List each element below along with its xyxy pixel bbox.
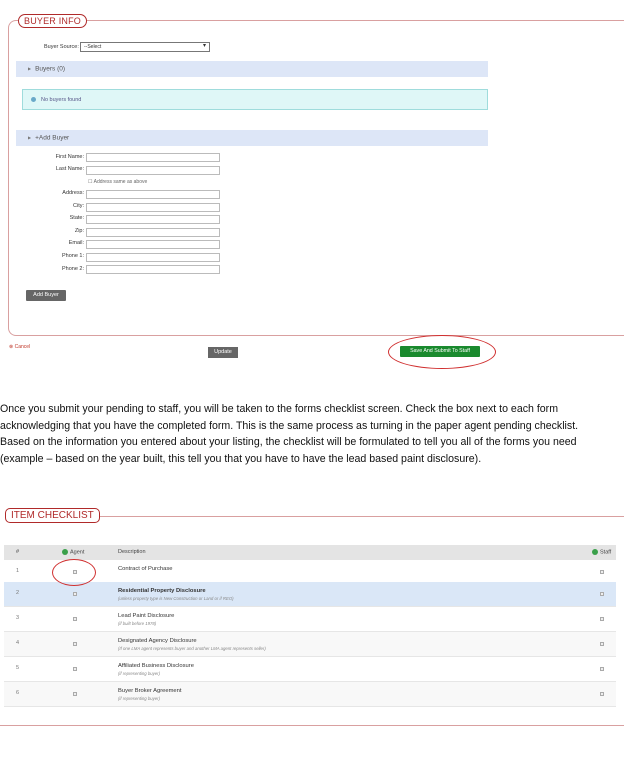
add-buyer-section-toggle[interactable] xyxy=(16,130,488,146)
instructions-paragraph: Once you submit your pending to staff, you will be taken to the forms checklist screen. Check the box next to each form acknowledging that you have the completed form. This is the same process as turning in the paper agent pending checklist. Based on the information you entered about your listing, the checklist will be formulated to tell you all of the forms you need (example – based on the year built, this tell you that you have to have the lead based paint disclosure). xyxy=(0,403,579,465)
row-num: 1 xyxy=(16,568,20,574)
update-button[interactable]: Update xyxy=(208,347,238,358)
cancel-label: Cancel xyxy=(14,344,31,350)
agent-checkbox[interactable] xyxy=(73,642,77,646)
address-label: Address: xyxy=(62,190,84,196)
buyers-section-toggle[interactable] xyxy=(16,61,488,77)
row-num: 3 xyxy=(16,615,20,621)
row-title: Buyer Broker Agreement xyxy=(118,688,182,694)
same-address-checkbox[interactable]: ☐ Address same as above xyxy=(88,179,148,185)
table-row xyxy=(4,582,616,607)
row-num: 6 xyxy=(16,690,20,696)
row-title: Affiliated Business Disclosure xyxy=(118,663,194,669)
last-name-label: Last Name: xyxy=(55,166,84,172)
table-row xyxy=(4,682,616,707)
first-name-input[interactable] xyxy=(86,153,220,162)
add-buyer-button[interactable]: Add Buyer xyxy=(26,290,66,301)
triangle-right-icon: ▶ xyxy=(28,66,32,71)
state-label: State: xyxy=(69,215,84,221)
agent-checkbox[interactable] xyxy=(73,592,77,596)
staff-checkbox[interactable] xyxy=(600,642,604,646)
save-and-submit-button[interactable]: Save And Submit To Staff xyxy=(400,346,480,357)
email-input[interactable] xyxy=(86,240,220,249)
zip-input[interactable] xyxy=(86,228,220,237)
zip-label: Zip: xyxy=(74,228,84,234)
address-input[interactable] xyxy=(86,190,220,199)
row-title: Contract of Purchase xyxy=(118,566,173,572)
staff-checkbox[interactable] xyxy=(600,592,604,596)
header-agent xyxy=(62,549,84,555)
check-circle-icon xyxy=(62,549,68,555)
phone1-label: Phone 1: xyxy=(61,253,84,259)
checklist-header-row xyxy=(4,545,616,560)
buyer-source-value: --Select xyxy=(84,44,102,50)
no-buyers-text: No buyers found xyxy=(41,97,82,103)
same-address-label: Address same as above xyxy=(93,179,148,185)
last-name-input[interactable] xyxy=(86,166,220,175)
row-subtitle: (if representing buyer) xyxy=(118,696,161,701)
first-name-label: First Name: xyxy=(55,154,84,160)
phone2-input[interactable] xyxy=(86,265,220,274)
staff-checkbox[interactable] xyxy=(600,692,604,696)
email-label: Email: xyxy=(68,240,84,246)
row-title: Lead Paint Disclosure xyxy=(118,613,175,619)
no-buyers-alert xyxy=(22,89,488,110)
checklist-bottom-divider xyxy=(0,725,624,726)
agent-checkbox[interactable] xyxy=(73,667,77,671)
agent-checkbox[interactable] xyxy=(73,617,77,621)
agent-checkbox[interactable] xyxy=(73,692,77,696)
state-input[interactable] xyxy=(86,215,220,224)
item-checklist-legend: ITEM CHECKLIST xyxy=(5,508,100,523)
buyer-info-divider xyxy=(76,20,488,21)
buyer-source-label: Buyer Source: xyxy=(44,44,79,50)
staff-checkbox[interactable] xyxy=(600,667,604,671)
info-icon xyxy=(31,97,36,102)
buyer-info-legend: BUYER INFO xyxy=(18,14,87,28)
row-subtitle: (unless property type is New Construction or Land or if REO) xyxy=(118,596,234,601)
table-row xyxy=(4,657,616,682)
buyer-source-select[interactable] xyxy=(80,42,210,52)
add-buyer-section-label: +Add Buyer xyxy=(35,134,70,142)
buyers-section-label: Buyers (0) xyxy=(35,65,66,73)
row-subtitle: (If one LMA agent represents buyer and another LMA agent represents seller) xyxy=(118,646,266,651)
cancel-link[interactable] xyxy=(9,344,30,350)
cancel-icon: ⊗ xyxy=(9,344,14,350)
row-title: Designated Agency Disclosure xyxy=(118,638,197,644)
header-description: Description xyxy=(118,549,146,555)
header-staff-label: Staff xyxy=(600,549,612,556)
row-subtitle: (if built before 1978) xyxy=(118,621,157,626)
staff-checkbox[interactable] xyxy=(600,570,604,574)
table-row xyxy=(4,632,616,657)
row-num: 5 xyxy=(16,665,20,671)
triangle-right-icon: ▶ xyxy=(28,135,32,140)
header-agent-label: Agent xyxy=(70,549,85,556)
check-circle-icon xyxy=(592,549,598,555)
city-label: City: xyxy=(73,203,84,209)
chevron-down-icon: ▾ xyxy=(202,43,206,49)
header-num: # xyxy=(16,549,20,555)
row-title: Residential Property Disclosure xyxy=(118,588,206,594)
checklist-divider xyxy=(94,516,624,517)
row-subtitle: (if representing buyer) xyxy=(118,671,161,676)
row-num: 2 xyxy=(16,590,20,596)
table-row xyxy=(4,607,616,632)
header-staff xyxy=(592,549,611,555)
city-input[interactable] xyxy=(86,203,220,212)
row-num: 4 xyxy=(16,640,20,646)
phone2-label: Phone 2: xyxy=(61,266,84,272)
phone1-input[interactable] xyxy=(86,253,220,262)
staff-checkbox[interactable] xyxy=(600,617,604,621)
agent-checkbox-highlight-circle xyxy=(52,559,96,586)
